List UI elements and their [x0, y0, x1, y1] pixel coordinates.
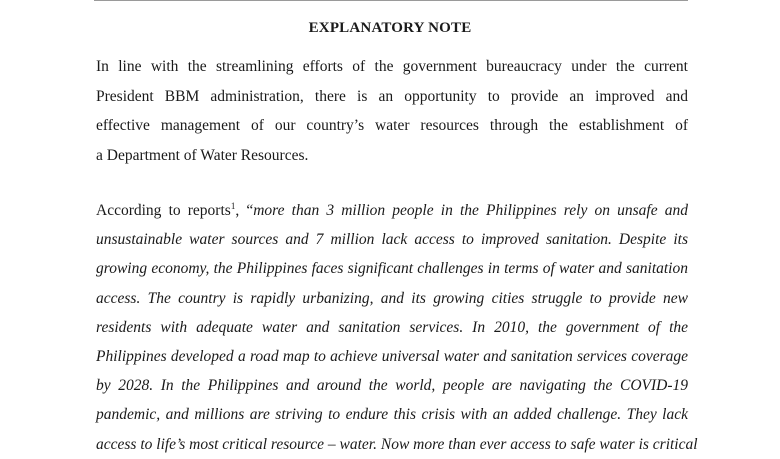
page-title: EXPLANATORY NOTE: [308, 20, 472, 36]
paragraph-2-lead-rest: , “: [235, 202, 254, 219]
paragraph-1: [96, 52, 688, 170]
paragraph-1-line-3: effective management of our country’s water resources through the establishment of: [96, 117, 688, 134]
paragraph-2-line-3: growing economy, the Philippines faces significant challenges in terms of water and sanitation: [96, 260, 688, 278]
paragraph-2-quote-start: more than 3 million people in the Philippines rely on unsafe and: [253, 202, 688, 219]
paragraph-2-line-8: pandemic, and millions are striving to endure this crisis with an added challenge. They lack: [96, 406, 688, 424]
paragraph-2-line-9: access to life’s most critical resource – water. Now more than ever access to safe water is critical: [96, 435, 698, 453]
paragraph-2-line-7: by 2028. In the Philippines and around the world, people are navigating the COVID-19: [96, 377, 688, 395]
footnote-ref[interactable]: 1: [230, 200, 236, 211]
paragraph-2-line-5: residents with adequate water and sanitation services. In 2010, the government of the: [96, 318, 688, 336]
paragraph-1-line-2: President BBM administration, there is an opportunity to provide an improved and: [96, 87, 688, 105]
top-rule: [94, 0, 688, 1]
paragraph-1-line-4: a Department of Water Resources.: [96, 146, 309, 164]
paragraph-2-line-1: [96, 196, 688, 225]
paragraph-2-lead: According to reports: [96, 202, 231, 219]
paragraph-1-line-1: In line with the streamlining efforts of the government bureaucracy under the current: [96, 58, 688, 75]
paragraph-2: [96, 196, 698, 459]
paragraph-2-line-6: Philippines developed a road map to achieve universal water and sanitation services coverage: [96, 348, 688, 366]
paragraph-2-line-2: unsustainable water sources and 7 million lack access to improved sanitation. Despite its: [96, 231, 688, 249]
paragraph-2-line-4: access. The country is rapidly urbanizing, and its growing cities struggle to provide new: [96, 289, 688, 307]
